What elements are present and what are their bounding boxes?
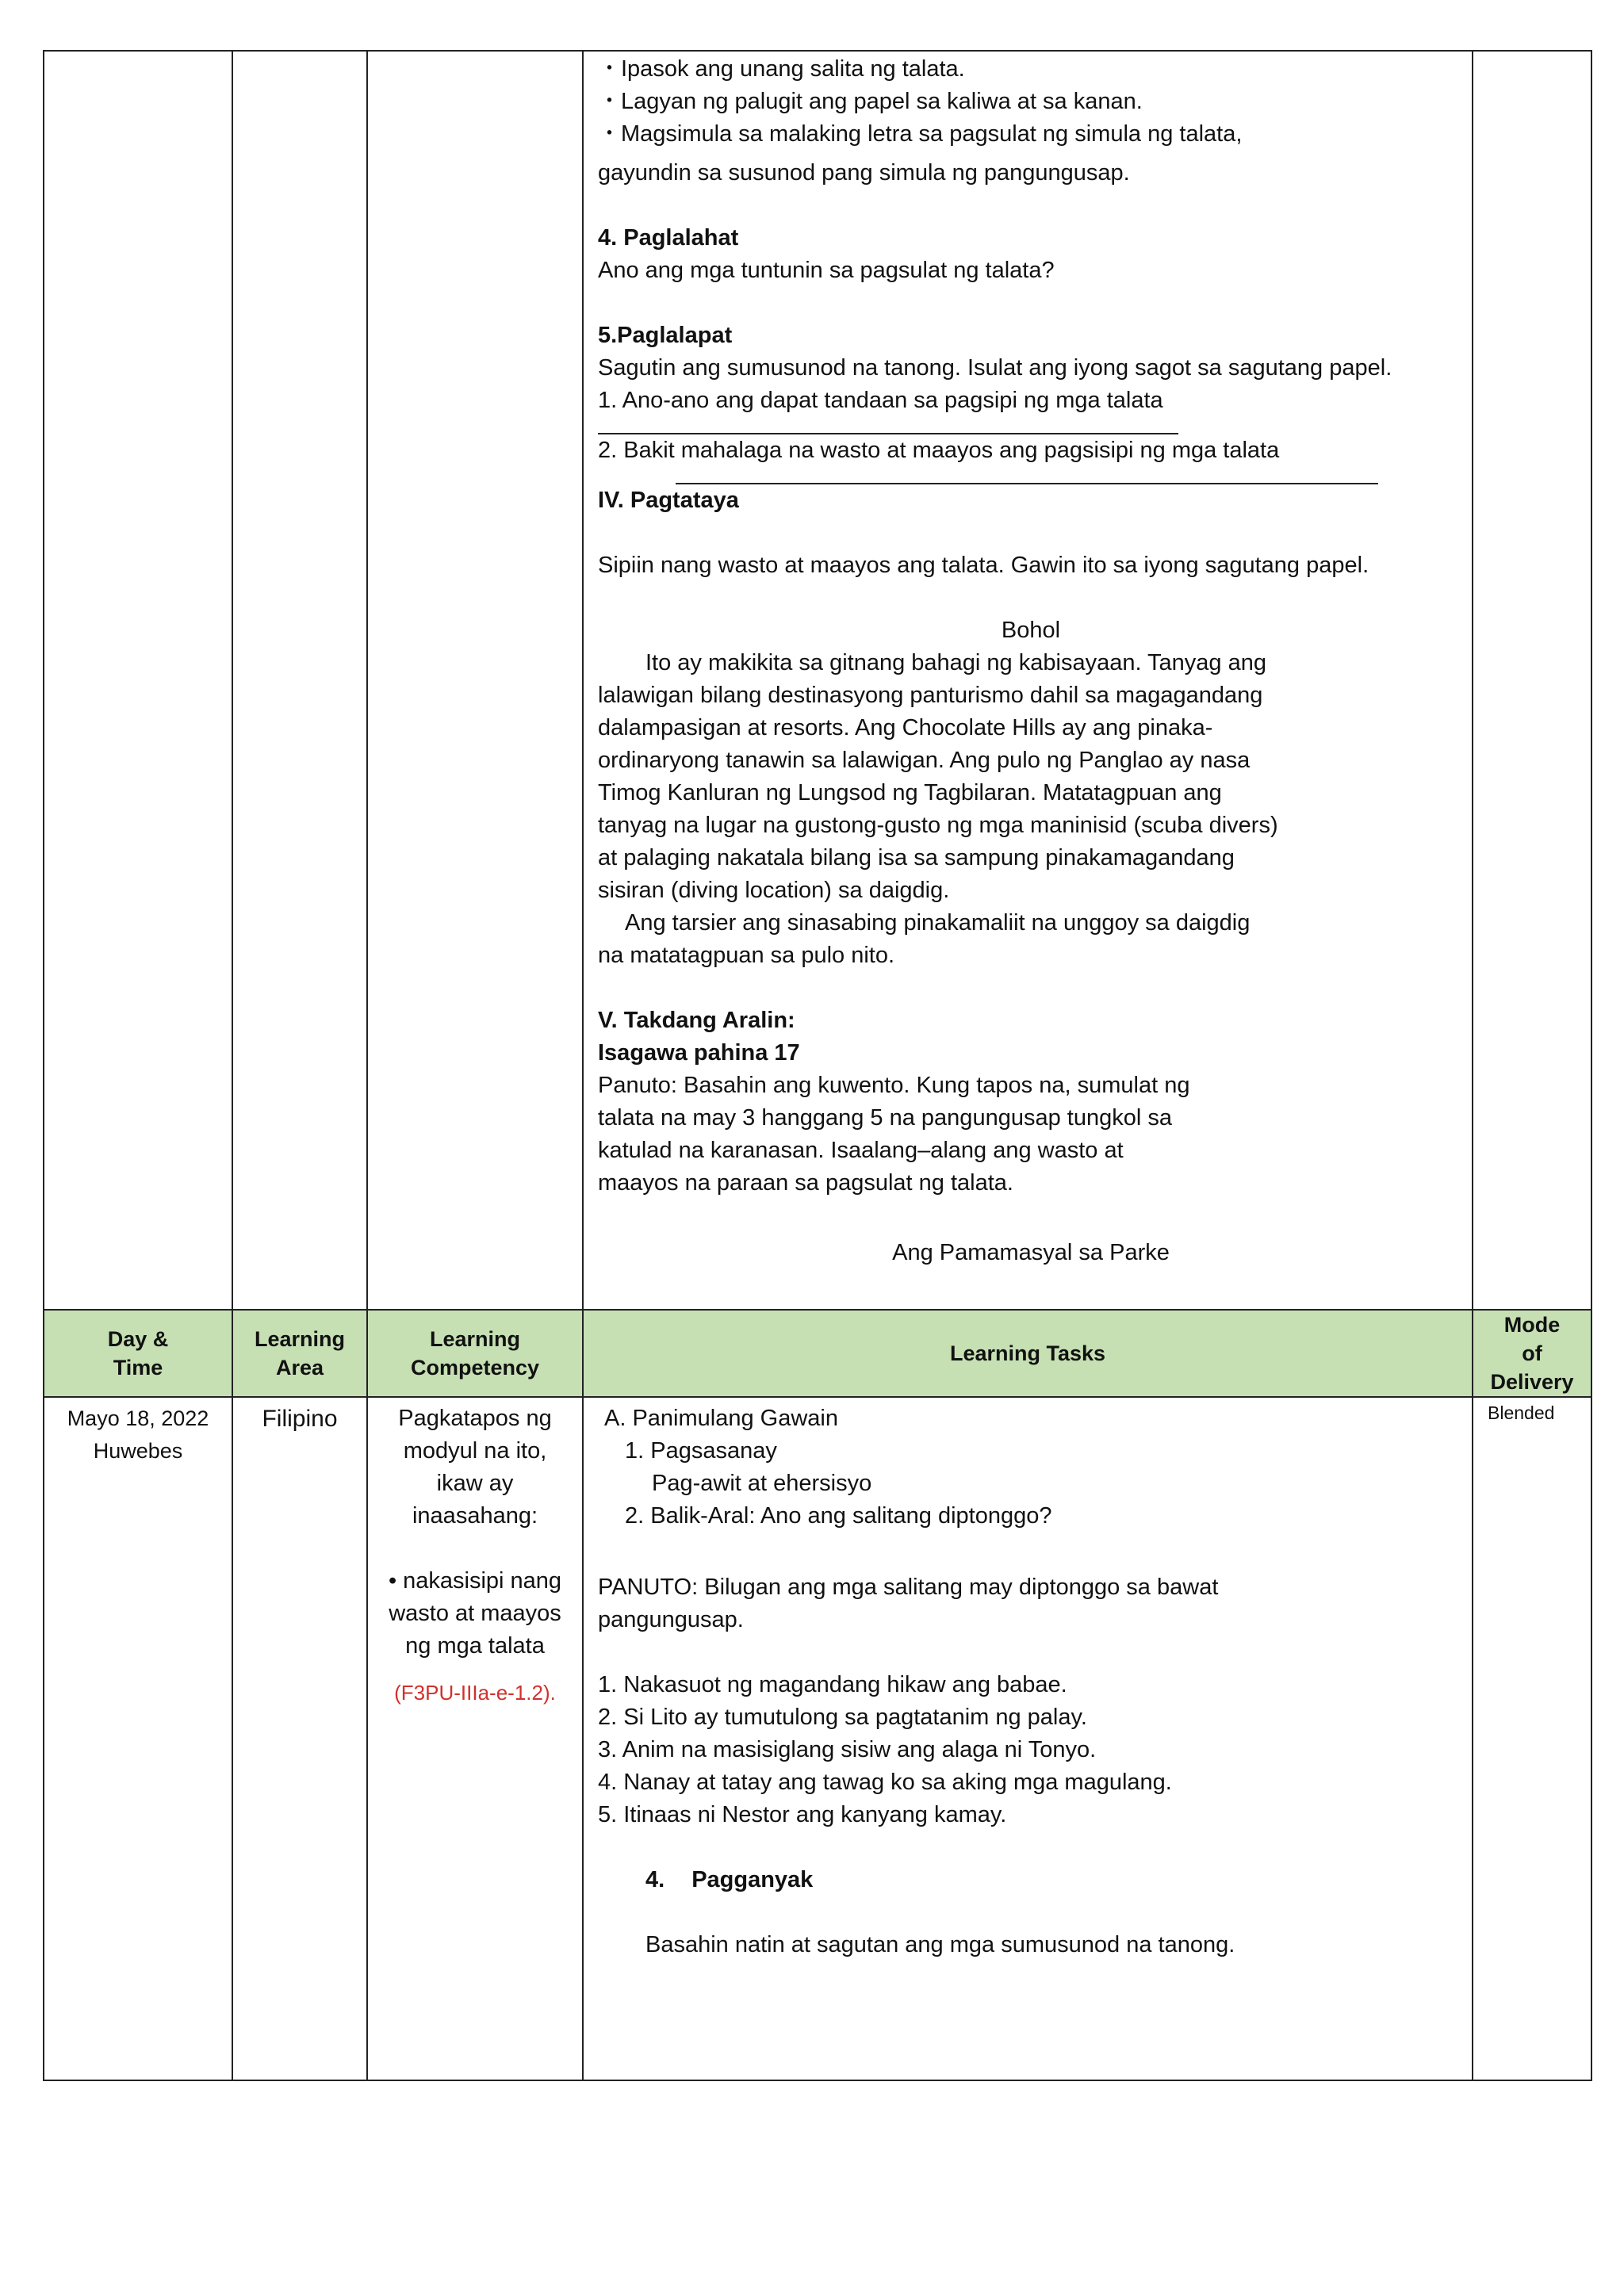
continued-row [44,51,1591,1310]
lesson-date: Mayo 18, 2022 [67,1406,209,1430]
cell-day-empty [44,51,232,1310]
story-line: tanyag na lugar na gustong-gusto ng mga maninisid (scuba divers) [598,813,1278,838]
story-line: ordinaryong tanawin sa lalawigan. Ang pulo ng Panglao ay nasa [598,748,1251,773]
competency-item: ng mga talata [405,1633,545,1659]
task-item: 1. Pagsasanay [625,1438,777,1464]
delivery-mode: Blended [1488,1402,1555,1423]
lesson-log-table [43,50,1592,2081]
pagganyak-text: Basahin natin at sagutan ang mga sumusunod na tanong. [645,1932,1235,1957]
bullet-line: ・Magsimula sa malaking letra sa pagsulat ng simula ng talata, [598,121,1243,147]
pagtataya-instruction: Sipiin nang wasto at maayos ang talata. Gawin ito sa iyong sagutang papel. [598,553,1369,578]
takdang-line: talata na may 3 hanggang 5 na pangungusap tungkol sa [598,1105,1172,1131]
story-line: Timog Kanluran ng Lungsod ng Tagbilaran. Matatagpuan ang [598,780,1222,806]
story-line: sisiran (diving location) sa daigdig. [598,878,950,903]
story-line: Ang tarsier ang sinasabing pinakamaliit na unggoy sa daigdig [625,910,1251,936]
cell-day-time [44,1397,232,2080]
competency-item: • nakasisipi nang [388,1568,562,1594]
paglalapat-question-2: 2. Bakit mahalaga na wasto at maayos ang pagsisipi ng mga talata [598,438,1280,463]
story-line: lalawigan bilang destinasyong panturismo dahil sa magagandang [598,683,1263,708]
competency-item: wasto at maayos [389,1601,561,1626]
pagganyak-heading [598,1864,1464,1896]
cell-area-empty [232,51,367,1310]
story2-title: Ang Pamamasyal sa Parke [892,1240,1170,1265]
pagganyak-title: Pagganyak [691,1867,814,1892]
sentence-item: 5. Itinaas ni Nestor ang kanyang kamay. [598,1802,1007,1827]
takdang-line: Panuto: Basahin ang kuwento. Kung tapos na, sumulat ng [598,1073,1190,1098]
takdang-line: katulad na karanasan. Isaalang–alang ang wasto at [598,1138,1124,1163]
story-line: dalampasigan at resorts. Ang Chocolate Hills ay ang pinaka- [598,715,1213,740]
learning-area: Filipino [262,1406,338,1432]
cell-competency-empty [367,51,583,1310]
header-learning-tasks: Learning Tasks [583,1310,1473,1397]
takdang-line: maayos na paraan sa pagsulat ng talata. [598,1170,1013,1196]
answer-line [676,467,1378,484]
paglalahat-question: Ano ang mga tuntunin sa pagsulat ng talata? [598,258,1055,283]
cell-learning-competency [367,1397,583,2080]
task-item: 2. Balik-Aral: Ano ang salitang diptonggo? [625,1503,1052,1529]
pagtataya-heading: IV. Pagtataya [598,488,739,513]
header-day-time: Day & Time [44,1310,232,1397]
header-learning-area: Learning Area [232,1310,367,1397]
paglalapat-instruction: Sagutin ang sumusunod na tanong. Isulat ang iyong sagot sa sagutang papel. [598,355,1392,381]
sentence-item: 2. Si Lito ay tumutulong sa pagtatanim ng palay. [598,1705,1087,1730]
paglalapat-heading: 5.Paglalapat [598,323,733,348]
header-mode-of-delivery: Mode of Delivery [1473,1310,1591,1397]
cell-mode-empty [1473,51,1591,1310]
cell-tasks-continued [583,51,1473,1310]
sentence-item: 4. Nanay at tatay ang tawag ko sa aking mga magulang. [598,1770,1172,1795]
cell-learning-tasks [583,1397,1473,2080]
task-subitem: Pag-awit at ehersisyo [652,1471,872,1496]
header-learning-competency: Learning Competency [367,1310,583,1397]
cell-learning-area [232,1397,367,2080]
story-line: na matatagpuan sa pulo nito. [598,943,895,968]
story-title: Bohol [1001,618,1061,643]
panuto-line: pangungusap. [598,1607,744,1632]
competency-line: inaasahang: [412,1503,538,1529]
story-line: at palaging nakatala bilang isa sa sampung pinakamagandang [598,845,1235,871]
table-header-row [44,1310,1591,1397]
pagganyak-number: 4. [645,1867,665,1892]
competency-line: Pagkatapos ng [398,1406,552,1431]
competency-line: ikaw ay [436,1471,514,1496]
panuto-line: PANUTO: Bilugan ang mga salitang may diptonggo sa bawat [598,1575,1219,1600]
sentence-item: 3. Anim na masisiglang sisiw ang alaga ni Tonyo. [598,1737,1097,1762]
bullet-continuation: gayundin sa susunod pang simula ng pangungusap. [598,160,1130,186]
takdang-aralin-subheading: Isagawa pahina 17 [598,1040,800,1066]
takdang-aralin-heading: V. Takdang Aralin: [598,1008,795,1033]
paglalahat-heading: 4. Paglalahat [598,225,739,251]
cell-mode-of-delivery [1473,1397,1591,2080]
lesson-row [44,1397,1591,2080]
competency-line: modyul na ito, [403,1438,547,1464]
story-line: Ito ay makikita sa gitnang bahagi ng kabisayaan. Tanyag ang [645,650,1266,675]
bullet-line: ・Ipasok ang unang salita ng talata. [598,56,965,82]
lesson-day: Huwebes [93,1439,183,1463]
panimulang-gawain-heading: A. Panimulang Gawain [604,1406,838,1431]
bullet-line: ・Lagyan ng palugit ang papel sa kaliwa at sa kanan. [598,89,1143,114]
answer-line [598,417,1178,434]
competency-code: (F3PU-IIIa-e-1.2). [394,1681,556,1705]
sentence-item: 1. Nakasuot ng magandang hikaw ang babae. [598,1672,1067,1697]
paglalapat-question-1: 1. Ano-ano ang dapat tandaan sa pagsipi ng mga talata [598,388,1163,413]
